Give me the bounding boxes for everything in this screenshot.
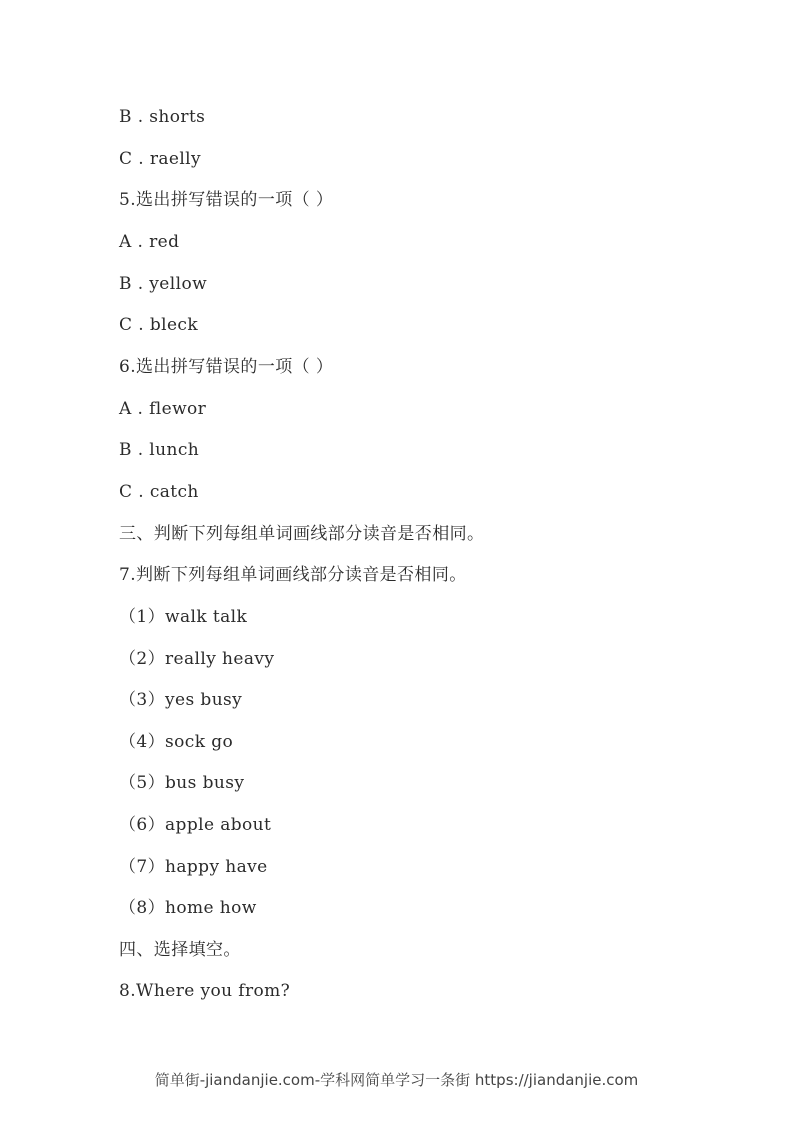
option-c-bleck: C . bleck — [119, 315, 199, 335]
word-pair-6: （6）apple about — [119, 815, 272, 835]
word-pair-2: （2）really heavy — [119, 649, 275, 669]
section-4-heading: 四、选择填空。 — [119, 940, 241, 960]
word-pair-3: （3）yes busy — [119, 690, 243, 710]
section-3-heading: 三、判断下列每组单词画线部分读音是否相同。 — [119, 524, 485, 544]
option-b-yellow: B . yellow — [119, 274, 208, 294]
question-7-heading: 7.判断下列每组单词画线部分读音是否相同。 — [119, 565, 467, 585]
word-pair-5: （5）bus busy — [119, 773, 245, 793]
option-a-flewor: A . flewor — [119, 399, 207, 419]
option-a-red: A . red — [119, 232, 180, 252]
word-pair-1: （1）walk talk — [119, 607, 248, 627]
option-c-catch: C . catch — [119, 482, 199, 502]
question-6-heading: 6.选出拼写错误的一项（ ） — [119, 357, 334, 377]
option-c-raelly: C . raelly — [119, 149, 202, 169]
option-b-lunch: B . lunch — [119, 440, 200, 460]
question-5-heading: 5.选出拼写错误的一项（ ） — [119, 190, 334, 210]
word-pair-8: （8）home how — [119, 898, 257, 918]
footer-watermark: 简单街-jiandanjie.com-学科网简单学习一条街 https://jiandanjie.com — [154, 1071, 639, 1089]
option-b-shorts: B . shorts — [119, 107, 206, 127]
word-pair-4: （4）sock go — [119, 732, 234, 752]
question-8-heading: 8.Where you from? — [119, 981, 291, 1001]
word-pair-7: （7）happy have — [119, 857, 268, 877]
